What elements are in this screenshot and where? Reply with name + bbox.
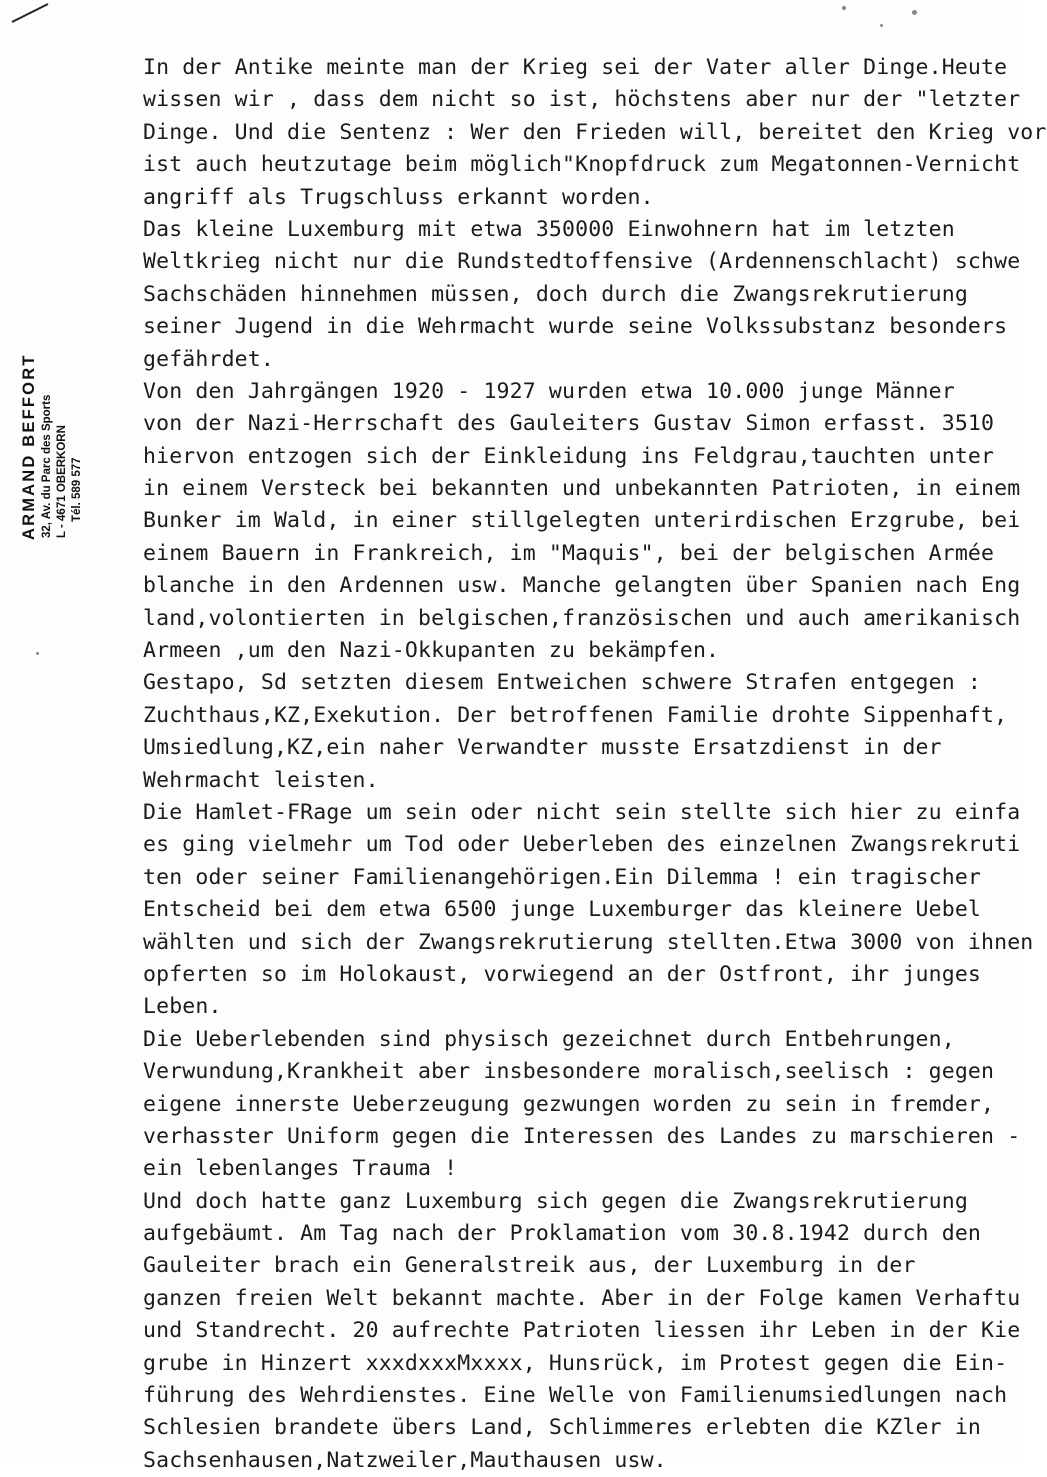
text-line: ganzen freien Welt bekannt machte. Aber in der Folge kamen Verhaftu: [143, 1285, 1021, 1311]
text-line: Weltkrieg nicht nur die Rundstedtoffensive (Ardennenschlacht) schwe: [143, 249, 1021, 275]
text-line: ein lebenlanges Trauma !: [143, 1156, 458, 1182]
text-line: seiner Jugend in die Wehrmacht wurde seine Volkssubstanz besonders: [143, 314, 1008, 340]
text-line: land,volontierten in belgischen,französischen und auch amerikanisch: [143, 605, 1021, 631]
text-line: Verwundung,Krankheit aber insbesondere moralisch,seelisch : gegen: [143, 1059, 995, 1085]
stamp-street: 32, Av. du Parc des Sports: [41, 394, 53, 538]
typewritten-body: [143, 52, 1047, 1477]
text-line: Gestapo, Sd setzten diesem Entweichen schwere Strafen entgegen :: [143, 670, 982, 696]
pen-stroke-mark: [10, 2, 50, 24]
text-line: Das kleine Luxemburg mit etwa 350000 Einwohnern hat im letzten: [143, 216, 955, 242]
paper-speck: [880, 24, 883, 27]
text-line: grube in Hinzert xxxdxxxMxxxx, Hunsrück, im Protest gegen die Ein-: [143, 1350, 1008, 1376]
stamp-name: ARMAND BEFFORT: [20, 353, 38, 540]
text-line: ten oder seiner Familienangehörigen.Ein Dilemma ! ein tragischer: [143, 864, 982, 890]
text-line: blanche in den Ardennen usw. Manche gelangten über Spanien nach Eng: [143, 573, 1021, 599]
sender-address-stamp: [18, 310, 108, 540]
text-line: Gauleiter brach ein Generalstreik aus, der Luxemburg in der: [143, 1253, 916, 1279]
text-line: und Standrecht. 20 aufrechte Patrioten liessen ihr Leben in der Kie: [143, 1318, 1021, 1344]
text-line: In der Antike meinte man der Krieg sei der Vater aller Dinge.Heute: [143, 55, 1008, 80]
text-line: gefährdet.: [143, 346, 274, 372]
text-line: Bunker im Wald, in einer stillgelegten unterirdischen Erzgrube, bei: [143, 508, 1021, 534]
paper-speck: [842, 6, 846, 10]
text-line: Armeen ,um den Nazi-Okkupanten zu bekämpfen.: [143, 638, 720, 664]
text-line: Schlesien brandete übers Land, Schlimmeres erlebten die KZler in: [143, 1415, 982, 1441]
text-line: Umsiedlung,KZ,ein naher Verwandter musste Ersatzdienst in der: [143, 735, 942, 761]
text-line: verhasster Uniform gegen die Interessen des Landes zu marschieren -: [143, 1123, 1021, 1149]
text-line: einem Bauern in Frankreich, im "Maquis", bei der belgischen Armée: [143, 540, 995, 566]
text-line: wählten und sich der Zwangsrekrutierung stellten.Etwa 3000 von ihnen: [143, 929, 1034, 955]
text-line: führung des Wehrdienstes. Eine Welle von Familienumsiedlungen nach: [143, 1383, 1008, 1409]
text-line: Wehrmacht leisten.: [143, 767, 379, 793]
text-line: angriff als Trugschluss erkannt worden.: [143, 184, 654, 210]
text-line: eigene innerste Ueberzeugung gezwungen worden zu sein in fremder,: [143, 1091, 995, 1117]
stamp-city: L - 4671 OBERKORN: [56, 425, 68, 538]
text-line: hiervon entzogen sich der Einkleidung ins Feldgrau,tauchten unter: [143, 443, 995, 469]
text-line: Zuchthaus,KZ,Exekution. Der betroffenen Familie drohte Sippenhaft,: [143, 702, 1008, 728]
text-line: Dinge. Und die Sentenz : Wer den Frieden will, bereitet den Krieg vor: [143, 119, 1047, 145]
text-line: wissen wir , dass dem nicht so ist, höchstens aber nur der "letzter: [143, 87, 1021, 113]
text-line: ist auch heutzutage beim möglich"Knopfdruck zum Megatonnen-Vernicht: [143, 152, 1021, 178]
text-line: es ging vielmehr um Tod oder Ueberleben des einzelnen Zwangsrekruti: [143, 832, 1021, 858]
text-line: Und doch hatte ganz Luxemburg sich gegen die Zwangsrekrutierung: [143, 1188, 968, 1214]
text-line: Leben.: [143, 994, 222, 1020]
text-line: in einem Versteck bei bekannten und unbekannten Patrioten, in einem: [143, 476, 1021, 502]
text-line: Sachsenhausen,Natzweiler,Mauthausen usw.: [143, 1447, 667, 1473]
paper-speck: [36, 652, 39, 655]
text-line: Sachschäden hinnehmen müssen, doch durch die Zwangsrekrutierung: [143, 281, 968, 307]
paper-speck: [912, 10, 917, 15]
text-line: von der Nazi-Herrschaft des Gauleiters Gustav Simon erfasst. 3510: [143, 411, 995, 437]
text-line: aufgebäumt. Am Tag nach der Proklamation vom 30.8.1942 durch den: [143, 1221, 982, 1247]
text-line: Die Hamlet-FRage um sein oder nicht sein stellte sich hier zu einfa: [143, 799, 1021, 825]
text-line: Von den Jahrgängen 1920 - 1927 wurden etwa 10.000 junge Männer: [143, 378, 955, 404]
text-line: Die Ueberlebenden sind physisch gezeichnet durch Entbehrungen,: [143, 1026, 955, 1052]
text-line: Entscheid bei dem etwa 6500 junge Luxemburger das kleinere Uebel: [143, 897, 982, 923]
stamp-phone: Tél. 589 577: [71, 457, 83, 522]
text-line: opferten so im Holokaust, vorwiegend an der Ostfront, ihr junges: [143, 961, 982, 987]
